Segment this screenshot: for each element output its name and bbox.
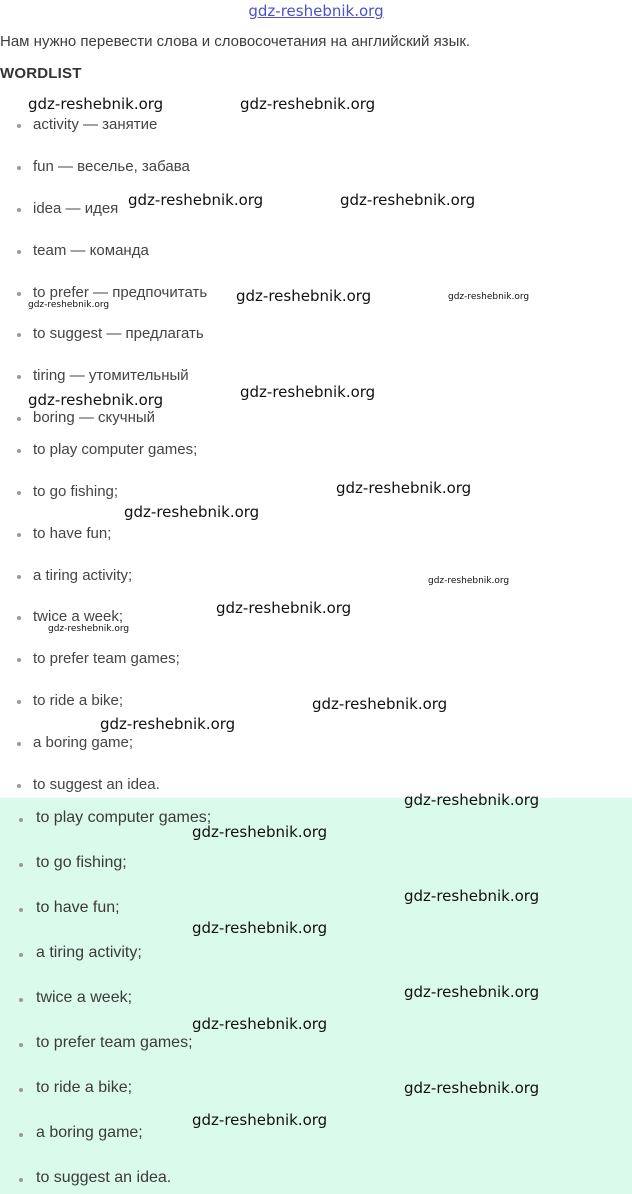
bullet-icon <box>17 333 21 337</box>
watermark: gdz-reshebnik.org <box>124 503 260 521</box>
watermark: gdz-reshebnik.org <box>192 1015 328 1033</box>
bullet-icon <box>17 292 21 296</box>
wordlist-title: WORDLIST <box>0 65 82 82</box>
watermark: gdz-reshebnik.org <box>192 919 328 937</box>
bullet-icon <box>17 124 21 128</box>
bullet-icon <box>17 658 21 662</box>
bullet-icon <box>19 1178 23 1182</box>
bullet-icon <box>17 417 21 421</box>
bullet-icon <box>17 166 21 170</box>
watermark: gdz-reshebnik.org <box>404 983 540 1001</box>
watermark: gdz-reshebnik.org <box>404 791 540 809</box>
bullet-icon <box>17 533 21 537</box>
bullet-icon <box>17 208 21 212</box>
watermark: gdz-reshebnik.org <box>216 599 352 617</box>
bullet-icon <box>17 784 21 788</box>
watermark: gdz-reshebnik.org <box>340 191 476 209</box>
bullet-icon <box>19 953 23 957</box>
watermark: gdz-reshebnik.org <box>240 383 376 401</box>
watermark: gdz-reshebnik.org <box>192 1111 328 1129</box>
watermark: gdz-reshebnik.org <box>128 191 264 209</box>
watermark: gdz-reshebnik.org <box>312 695 448 713</box>
site-header-link[interactable]: gdz-reshebnik.org <box>248 2 384 20</box>
bullet-icon <box>19 908 23 912</box>
bullet-icon <box>19 998 23 1002</box>
bullet-icon <box>17 449 21 453</box>
bullet-icon <box>19 1043 23 1047</box>
bullet-icon <box>17 491 21 495</box>
watermark: gdz-reshebnik.org <box>236 287 372 305</box>
bullet-icon <box>17 742 21 746</box>
bullet-icon <box>19 818 23 822</box>
watermark: gdz-reshebnik.org <box>336 479 472 497</box>
watermark: gdz-reshebnik.org <box>428 576 510 586</box>
watermark: gdz-reshebnik.org <box>100 715 236 733</box>
watermark: gdz-reshebnik.org <box>404 887 540 905</box>
bullet-icon <box>19 1088 23 1092</box>
bullet-icon <box>17 575 21 579</box>
bullet-icon <box>19 1133 23 1137</box>
bullet-icon <box>19 863 23 867</box>
watermark: gdz-reshebnik.org <box>28 95 164 113</box>
watermark: gdz-reshebnik.org <box>192 823 328 841</box>
bullet-icon <box>17 700 21 704</box>
watermark: gdz-reshebnik.org <box>404 1079 540 1097</box>
watermark: gdz-reshebnik.org <box>448 292 530 302</box>
watermark: gdz-reshebnik.org <box>28 391 164 409</box>
bullet-icon <box>17 250 21 254</box>
watermark: gdz-reshebnik.org <box>48 624 130 634</box>
bullet-icon <box>17 375 21 379</box>
watermark: gdz-reshebnik.org <box>240 95 376 113</box>
watermark: gdz-reshebnik.org <box>28 300 110 310</box>
bullet-icon <box>17 616 21 620</box>
task-intro: Нам нужно перевести слова и словосочетания на английский язык. <box>0 33 471 50</box>
